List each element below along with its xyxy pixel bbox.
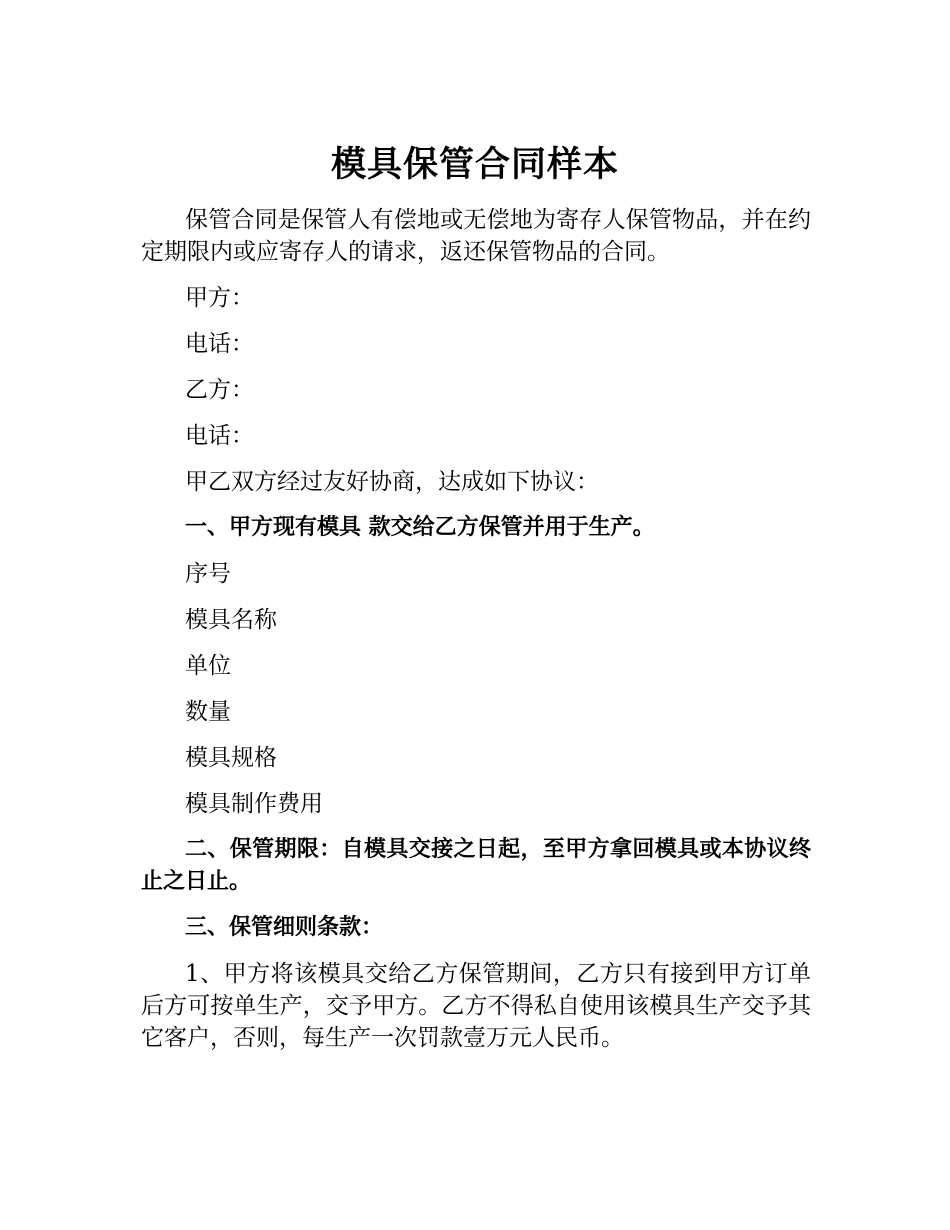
- field-mold-cost: 模具制作费用: [185, 791, 323, 817]
- field-mold-spec: 模具规格: [185, 745, 277, 771]
- section-3-heading: 三、保管细则条款：: [185, 915, 384, 940]
- field-serial-number: 序号: [185, 561, 231, 587]
- document-title: 模具保管合同样本: [330, 145, 619, 186]
- field-mold-name: 模具名称: [185, 607, 277, 633]
- party-b-phone-label: 电话：: [185, 423, 254, 449]
- document-body: [141, 204, 811, 1054]
- clause-1-paragraph: 1、甲方将该模具交给乙方保管期间，乙方只有接到甲方订单后方可按单生产，交予甲方。乙方不得私自使用该模具生产交予其它客户，否则，每生产一次罚款壹万元人民币。: [141, 961, 811, 1051]
- party-a-label: 甲方：: [185, 285, 254, 311]
- field-quantity: 数量: [185, 699, 231, 725]
- section-2-heading: 二、保管期限：自模具交接之日起，至甲方拿回模具或本协议终止之日止。: [141, 837, 811, 894]
- section-1-heading: 一、甲方现有模具 款交给乙方保管并用于生产。: [185, 515, 655, 540]
- agreement-intro: 甲乙双方经过友好协商，达成如下协议：: [185, 469, 599, 495]
- field-unit: 单位: [185, 653, 231, 679]
- party-b-label: 乙方：: [185, 377, 254, 403]
- party-a-phone-label: 电话：: [185, 331, 254, 357]
- intro-paragraph: 保管合同是保管人有偿地或无偿地为寄存人保管物品，并在约定期限内或应寄存人的请求，返还保管物品的合同。: [141, 207, 811, 265]
